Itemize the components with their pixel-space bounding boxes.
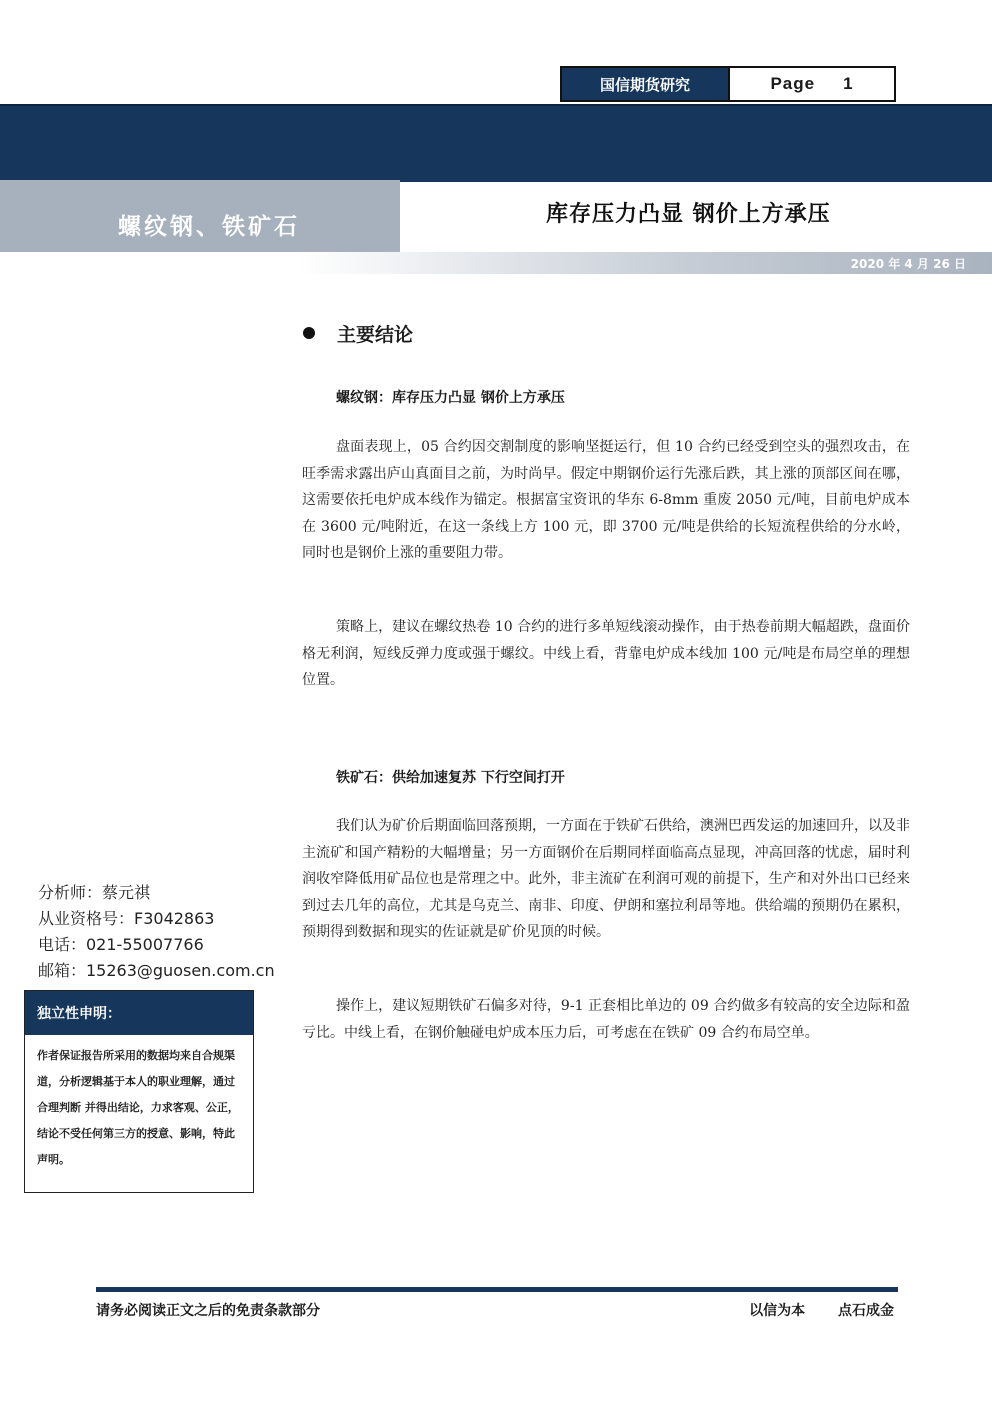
page-number: 1	[843, 74, 854, 93]
report-date: 2020 年 4 月 26 日	[850, 257, 966, 271]
rebar-paragraph-2: 策略上，建议在螺纹热卷 10 合约的进行多单短线滚动操作，由于热卷前期大幅超跌，盘面价格无利润，短线反弹力度或强于螺纹。中线上看，背靠电炉成本线加 100 元/吨是布局空单的理想位置。	[302, 619, 910, 688]
rebar-subtitle: 螺纹钢：库存压力凸显 钢价上方承压	[336, 390, 565, 406]
analyst-name: 分析师：蔡元祺	[38, 883, 151, 902]
institute-label: 国信期货研究	[562, 68, 730, 100]
category-title: 螺纹钢、铁矿石	[118, 213, 300, 240]
date-band	[0, 252, 992, 274]
page-title: 库存压力凸显 钢价上方承压	[546, 201, 831, 227]
rebar-paragraph-1: 盘面表现上，05 合约因交割制度的影响坚挺运行，但 10 合约已经受到空头的强烈攻击，在旺季需求露出庐山真面目之前，为时尚早。假定中期钢价运行先涨后跌，其上涨的顶部区间在哪，这需要依托电炉成本线作为锚定。根据富宝资讯的华东 6-8mm 重废 2050 元/吨，目前电炉成本在 3600 元/吨附近，在这一条线上方 100 元，即 3700 元/吨是供给的长短流程供给的分水岭，同时也是钢价上涨的重要阻力带。	[302, 439, 910, 561]
section-title: 主要结论	[337, 324, 414, 346]
iron-ore-paragraph-2: 操作上，建议短期铁矿石偏多对待，9-1 正套相比单边的 09 合约做多有较高的安全边际和盈亏比。中线上看，在钢价触碰电炉成本压力后，可考虑在在铁矿 09 合约布局空单。	[302, 998, 910, 1041]
page-label: Page	[770, 74, 816, 93]
iron-ore-subtitle: 铁矿石：供给加速复苏 下行空间打开	[336, 770, 565, 786]
analyst-phone: 电话：021-55007766	[38, 935, 204, 954]
footer-disclaimer-note: 请务必阅读正文之后的免责条款部分	[96, 1303, 320, 1319]
report-series-title: 国信期货黑色金属月报	[62, 43, 242, 63]
analyst-info	[38, 880, 275, 984]
page-indicator	[730, 68, 894, 100]
top-banner	[0, 104, 992, 182]
analyst-email: 邮箱：15263@guosen.com.cn	[38, 961, 275, 980]
independence-statement	[24, 990, 254, 1193]
statement-body: 作者保证报告所采用的数据均来自合规渠道，分析逻辑基于本人的职业理解，通过合理判断 并得出结论，力求客观、公正，结论不受任何第三方的授意、影响，特此声明。	[37, 1049, 239, 1166]
statement-title: 独立性申明：	[25, 991, 253, 1035]
bullet-icon	[303, 327, 315, 339]
iron-ore-paragraph-1: 我们认为矿价后期面临回落预期，一方面在于铁矿石供给，澳洲巴西发运的加速回升，以及非主流矿和国产精粉的大幅增量；另一方面钢价在后期同样面临高点显现，冲高回落的忧虑，届时利润收窄降低用矿品位也是常理之中。此外，非主流矿在利润可观的前提下，生产和对外出口已经来到过去几年的高位，尤其是乌克兰、南非、印度、伊朗和塞拉利昂等地。供给端的预期仍在累积，预期得到数据和现实的佐证就是矿价见顶的时候。	[302, 818, 910, 940]
analyst-license: 从业资格号：F3042863	[38, 909, 215, 928]
header-box	[560, 66, 896, 102]
footer-slogan: 以信为本 点石成金	[749, 1303, 894, 1319]
footer-divider	[96, 1287, 898, 1292]
